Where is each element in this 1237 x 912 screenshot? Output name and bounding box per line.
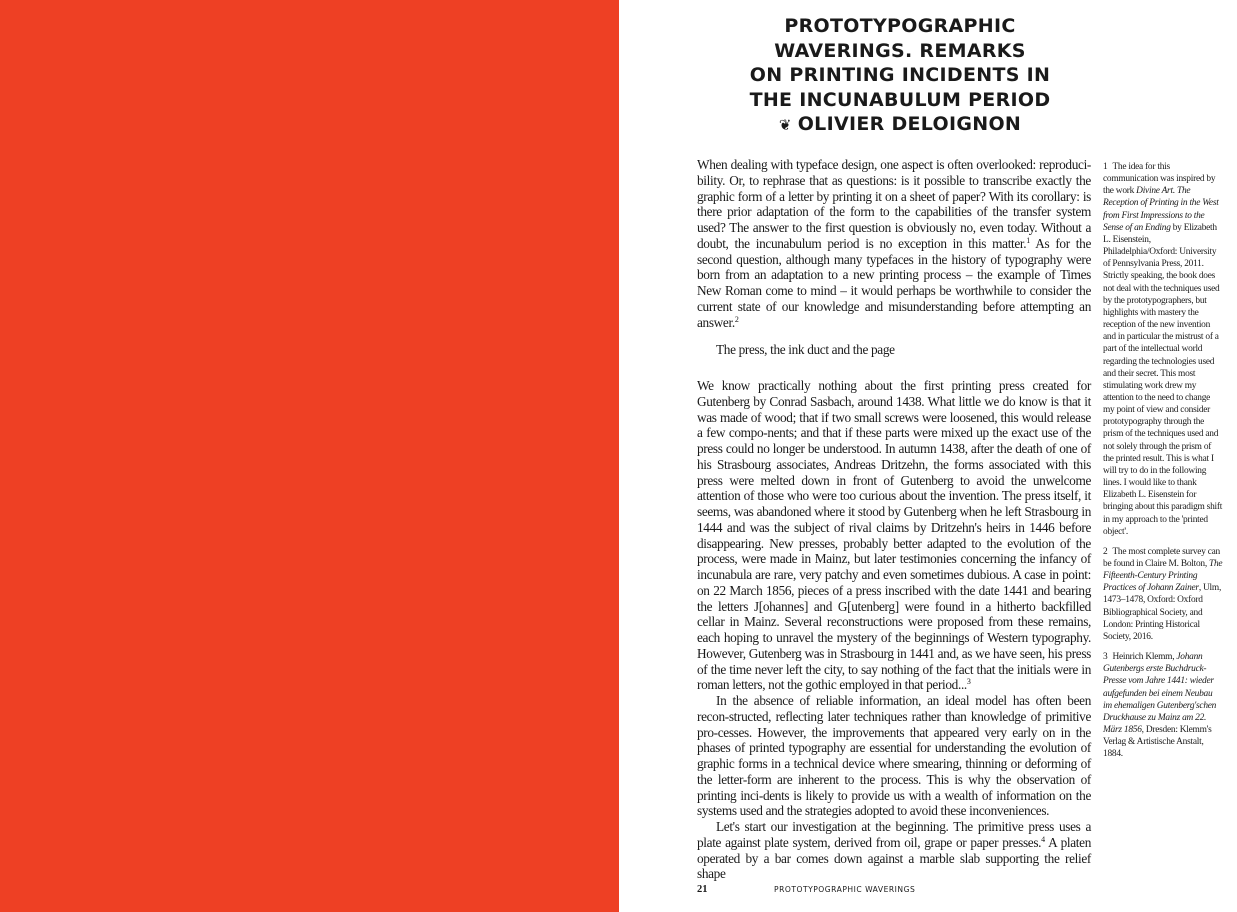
footnote-number: 1 <box>1103 162 1108 172</box>
side-notes <box>1103 161 1223 769</box>
title-line: WAVERINGS. REMARKS <box>774 39 1026 62</box>
title-line: THE INCUNABULUM PERIOD <box>749 88 1051 111</box>
footnote-ref[interactable]: 4 <box>1041 834 1045 844</box>
footnote: 1 The idea for this communication was inspired by the work Divine Art. The Reception of Printing in the West from First Impressions to the Sense of an Ending by Elizabeth L. Eisenstein, Philadelphia/Oxford: University of Pennsylvania Press, 2011. Strictly speaking, the book does not deal with the techniques used by the prototypographers, but highlights with mastery the reception of the new invention and in particular the mistrust of a part of the intellectual world regarding the technologies used and their secret. This most stimulating work drew my attention to the need to change my point of view and consider prototypography through the prism of the techniques used and not solely through the prism of the printed result. This is what I will try to do in the following lines. I would like to thank Elizabeth L. Eisenstein for bringing about this paradigm shift in my approach to the 'printed object'. <box>1103 162 1223 537</box>
paragraph: When dealing with typeface design, one aspect is often overlooked: reproduci-bility. Or, to rephrase that as questions: is it possible to transcribe exactly the graphic form of a letter by printing it on a sheet of paper? With its corollary: is there prior adaptation of the form to the capabilities of the transfer system used? The answer to the first question is obviously no, even today. Without a doubt, the incunabulum period is no exception in this matter.$^1$ As for the second question, although many typefaces in the history of typography were born from an adaptation to a new printing process – the example of Times New Roman come to mind – it would perhaps be worthwhile to consider the current state of our knowledge and misunderstanding before attempting an answer.$^2$ <box>697 157 1091 330</box>
footnote-ref[interactable]: 3 <box>966 677 971 687</box>
page-number: 21 <box>697 884 708 895</box>
footnote: 3 Heinrich Klemm, Johann Gutenbergs erste Buchdruck-Presse vom Jahre 1441: wieder aufgefunden bei einem Neubau im ehemaligen Gutenberg'schen Druckhause zu Mainz am 22. März 1856, Dresden: Klemm's Verlag & Artistische Anstalt, 1884. <box>1103 652 1217 760</box>
leaf-ornament-icon: ❦ <box>778 116 792 135</box>
title-line: ON PRINTING INCIDENTS IN <box>749 64 1051 87</box>
author-name: OLIVIER DELOIGNON <box>797 113 1022 136</box>
footnote-number: 2 <box>1103 546 1108 557</box>
author-line <box>700 112 1100 138</box>
footnote-ref[interactable]: 2 <box>734 314 739 324</box>
article-title <box>700 14 1100 138</box>
body-text <box>697 157 1091 882</box>
section-subheading: The press, the ink duct and the page <box>716 342 895 358</box>
footnote: 2 The most complete survey can be found in Claire M. Bolton, The Fifteenth-Century Printing Practices of Johann Zainer, Ulm, 1473–1478, Oxford: Oxford Bibliographical Society, and London: Printing Historical Society, 2016. <box>1103 546 1223 642</box>
paragraph: In the absence of reliable information, an ideal model has often been recon-structed, reflecting later techniques rather than knowledge of primitive pro-cesses. However, the improvements that appeared very early on in the phases of printed typography are essential for understanding the evolution of graphic forms in a technical device where smearing, thinning or deforming of the letter-form are inherent to the process. This is why the observation of printing inci-dents is likely to provide us with a wealth of information on the systems used and the strategies adopted to avoid these inconveniences. <box>697 693 1091 819</box>
running-head: PROTOTYPOGRAPHIC WAVERINGS <box>774 885 916 894</box>
paragraph: Let's start our investigation at the beginning. The primitive press uses a plate against plate system, derived from oil, grape or paper presses.$^4$ A platen operated by a bar comes down against a marble slab supporting the relief shape <box>697 819 1092 882</box>
footnote-ref[interactable]: 1 <box>1026 235 1030 245</box>
footnote-number: 3 <box>1103 652 1108 663</box>
title-line: PROTOTYPOGRAPHIC <box>784 15 1016 37</box>
paragraph: We know practically nothing about the first printing press created for Gutenberg by Conrad Sasbach, around 1438. What little we do know is that it was made of wood; that if two small screws were loosened, this would release a few compo-nents; and that if these parts were mixed up the exact use of the press could no longer be understood. In autumn 1438, after the death of one of his Strasbourg associates, Andreas Dritzehn, the forms associated with this press were melted down in front of Gutenberg to avoid the unwelcome attention of those who were too curious about the invention. The press itself, it seems, was abandoned where it stood by Gutenberg when he left Strasbourg in 1444 and was the subject of rival claims by Dritzehn's heirs in 1446 before disappearing. New presses, probably better adapted to the evolution of the process, were made in Mainz, but later testimonies concerning the infancy of incunabula are rare, very patchy and even sometimes dubious. A case in point: on 22 March 1856, pieces of a press inscribed with the date 1441 and bearing the letters J[ohannes] and G[utenberg] were found in a hitherto backfilled cellar in Mainz. Several reconstructions were proposed from these remains, each hoping to unravel the mystery of the beginnings of Western typography. However, Gutenberg was in Strasbourg in 1441 and, as we have seen, his press of the time never left the city, to say nothing of the fact that the initials were in roman letters, not the gothic employed in that period...$^3$ <box>697 378 1091 693</box>
